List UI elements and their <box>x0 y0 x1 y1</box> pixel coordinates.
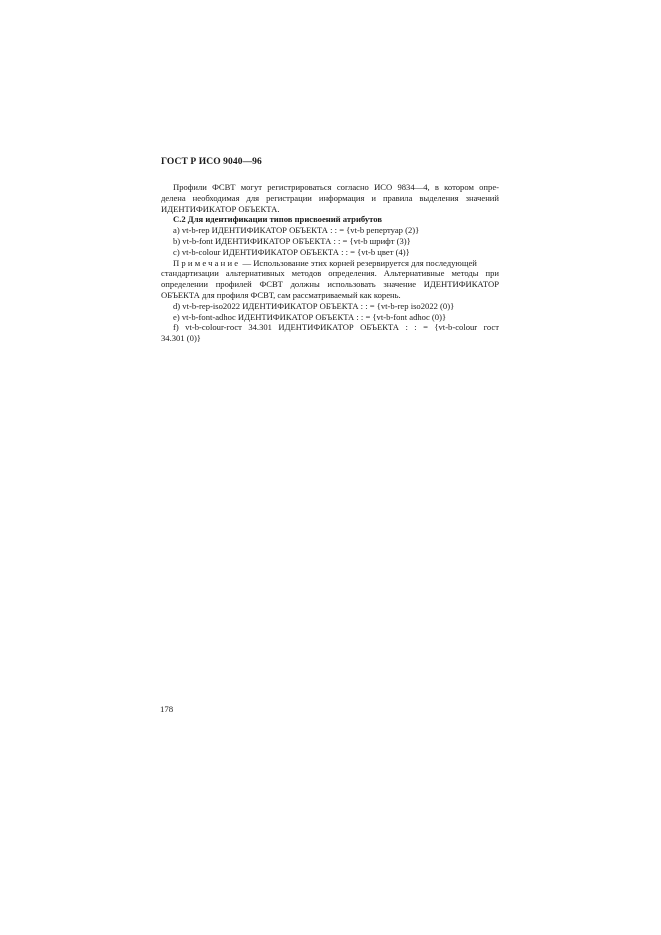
list-item-d: d) vt-b-rep-iso2022 ИДЕНТИФИКАТОР ОБЪЕКТА : : = {vt-b-rep iso2022 (0)} <box>173 300 455 311</box>
list-item-b: b) vt-b-font ИДЕНТИФИКАТОР ОБЪЕКТА : : = {vt-b шрифт (3)} <box>173 235 411 246</box>
list-item-f-continuation: 34.301 (0)} <box>161 333 201 344</box>
standard-header: ГОСТ Р ИСО 9040—96 <box>161 157 262 167</box>
note-label: Примечание <box>173 257 241 268</box>
page-number: 178 <box>160 704 174 714</box>
intro-line-3: ИДЕНТИФИКАТОР ОБЪЕКТА. <box>161 203 280 214</box>
list-item-a: a) vt-b-rep ИДЕНТИФИКАТОР ОБЪЕКТА : : = {vt-b репертуар (2)} <box>173 225 420 236</box>
note-first-line-text: — Использование этих корней резервируется для последующей <box>240 257 477 268</box>
note-line-2: стандартизации альтернативных методов определения. Альтернативные методы при <box>161 268 499 279</box>
document-body <box>161 182 499 344</box>
note-first-line <box>161 258 499 269</box>
intro-line-2: делена необходимая для регистрации информация и правила выделения значений <box>161 192 499 203</box>
section-heading: С.2 Для идентификации типов присвоений атрибутов <box>173 214 383 225</box>
list-item-c: c) vt-b-colour ИДЕНТИФИКАТОР ОБЪЕКТА : : = {vt-b цвет (4)} <box>173 246 410 257</box>
list-item-f: f) vt-b-colour-гост 34.301 ИДЕНТИФИКАТОР ОБЪЕКТА : : = {vt-b-colour гост <box>173 322 499 333</box>
note-line-3: определении профилей ФСВТ должны использовать значение ИДЕНТИФИКАТОР <box>161 279 499 290</box>
intro-line-1: Профили ФСВТ могут регистрироваться согласно ИСО 9834—4, в котором опре- <box>173 182 499 192</box>
note-line-4: ОБЪЕКТА для профиля ФСВТ, сам рассматриваемый как корень. <box>161 289 401 300</box>
list-item-e: e) vt-b-font-adhoc ИДЕНТИФИКАТОР ОБЪЕКТА : : = {vt-b-font adhoc (0)} <box>173 311 447 322</box>
